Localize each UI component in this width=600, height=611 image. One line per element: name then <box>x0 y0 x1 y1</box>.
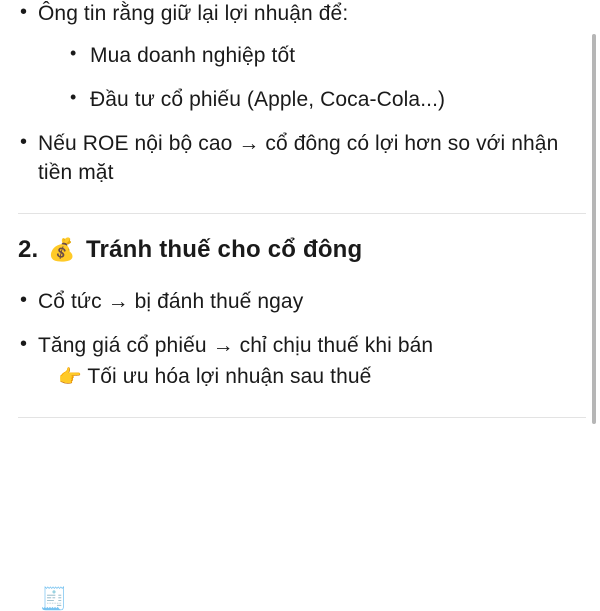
list-item-text: Ông tin rằng giữ lại lợi nhuận để: <box>38 2 349 25</box>
vertical-scrollbar[interactable] <box>594 0 598 600</box>
section-title-text: Tránh thuế cho cổ đông <box>86 235 363 263</box>
list-item <box>18 130 586 186</box>
list-item-subtext <box>38 363 586 391</box>
page-title <box>18 236 586 264</box>
receipt-emoji: 🧾 <box>40 586 68 611</box>
list-item <box>18 0 586 114</box>
list-item-text: Nếu ROE nội bộ cao → cổ đông có lợi hơn so với nhận tiền mặt <box>38 132 559 184</box>
content-list <box>18 0 586 187</box>
list-item-text: Tăng giá cổ phiếu → chỉ chịu thuế khi bán <box>38 333 434 357</box>
section-divider <box>18 213 586 214</box>
money-bag-emoji: 💰 <box>48 236 77 262</box>
list-item-text: Đầu tư cổ phiếu (Apple, Coca-Cola...) <box>90 88 446 112</box>
section-divider-bottom <box>18 417 586 418</box>
pointing-right-emoji: 👉 <box>58 366 82 388</box>
list-item-text: Mua doanh nghiệp tốt <box>90 44 296 68</box>
list-item <box>18 288 586 316</box>
list-item-text: Cổ tức → bị đánh thuế ngay <box>38 289 304 313</box>
list-item <box>68 42 586 70</box>
nested-list <box>38 42 586 114</box>
section-list <box>18 288 586 391</box>
list-item <box>68 86 586 114</box>
list-item <box>18 332 586 391</box>
list-item-subtext-label: Tối ưu hóa lợi nhuận sau thuế <box>87 364 372 388</box>
section-number: 2. <box>18 235 39 263</box>
scrollbar-thumb[interactable] <box>592 34 596 424</box>
